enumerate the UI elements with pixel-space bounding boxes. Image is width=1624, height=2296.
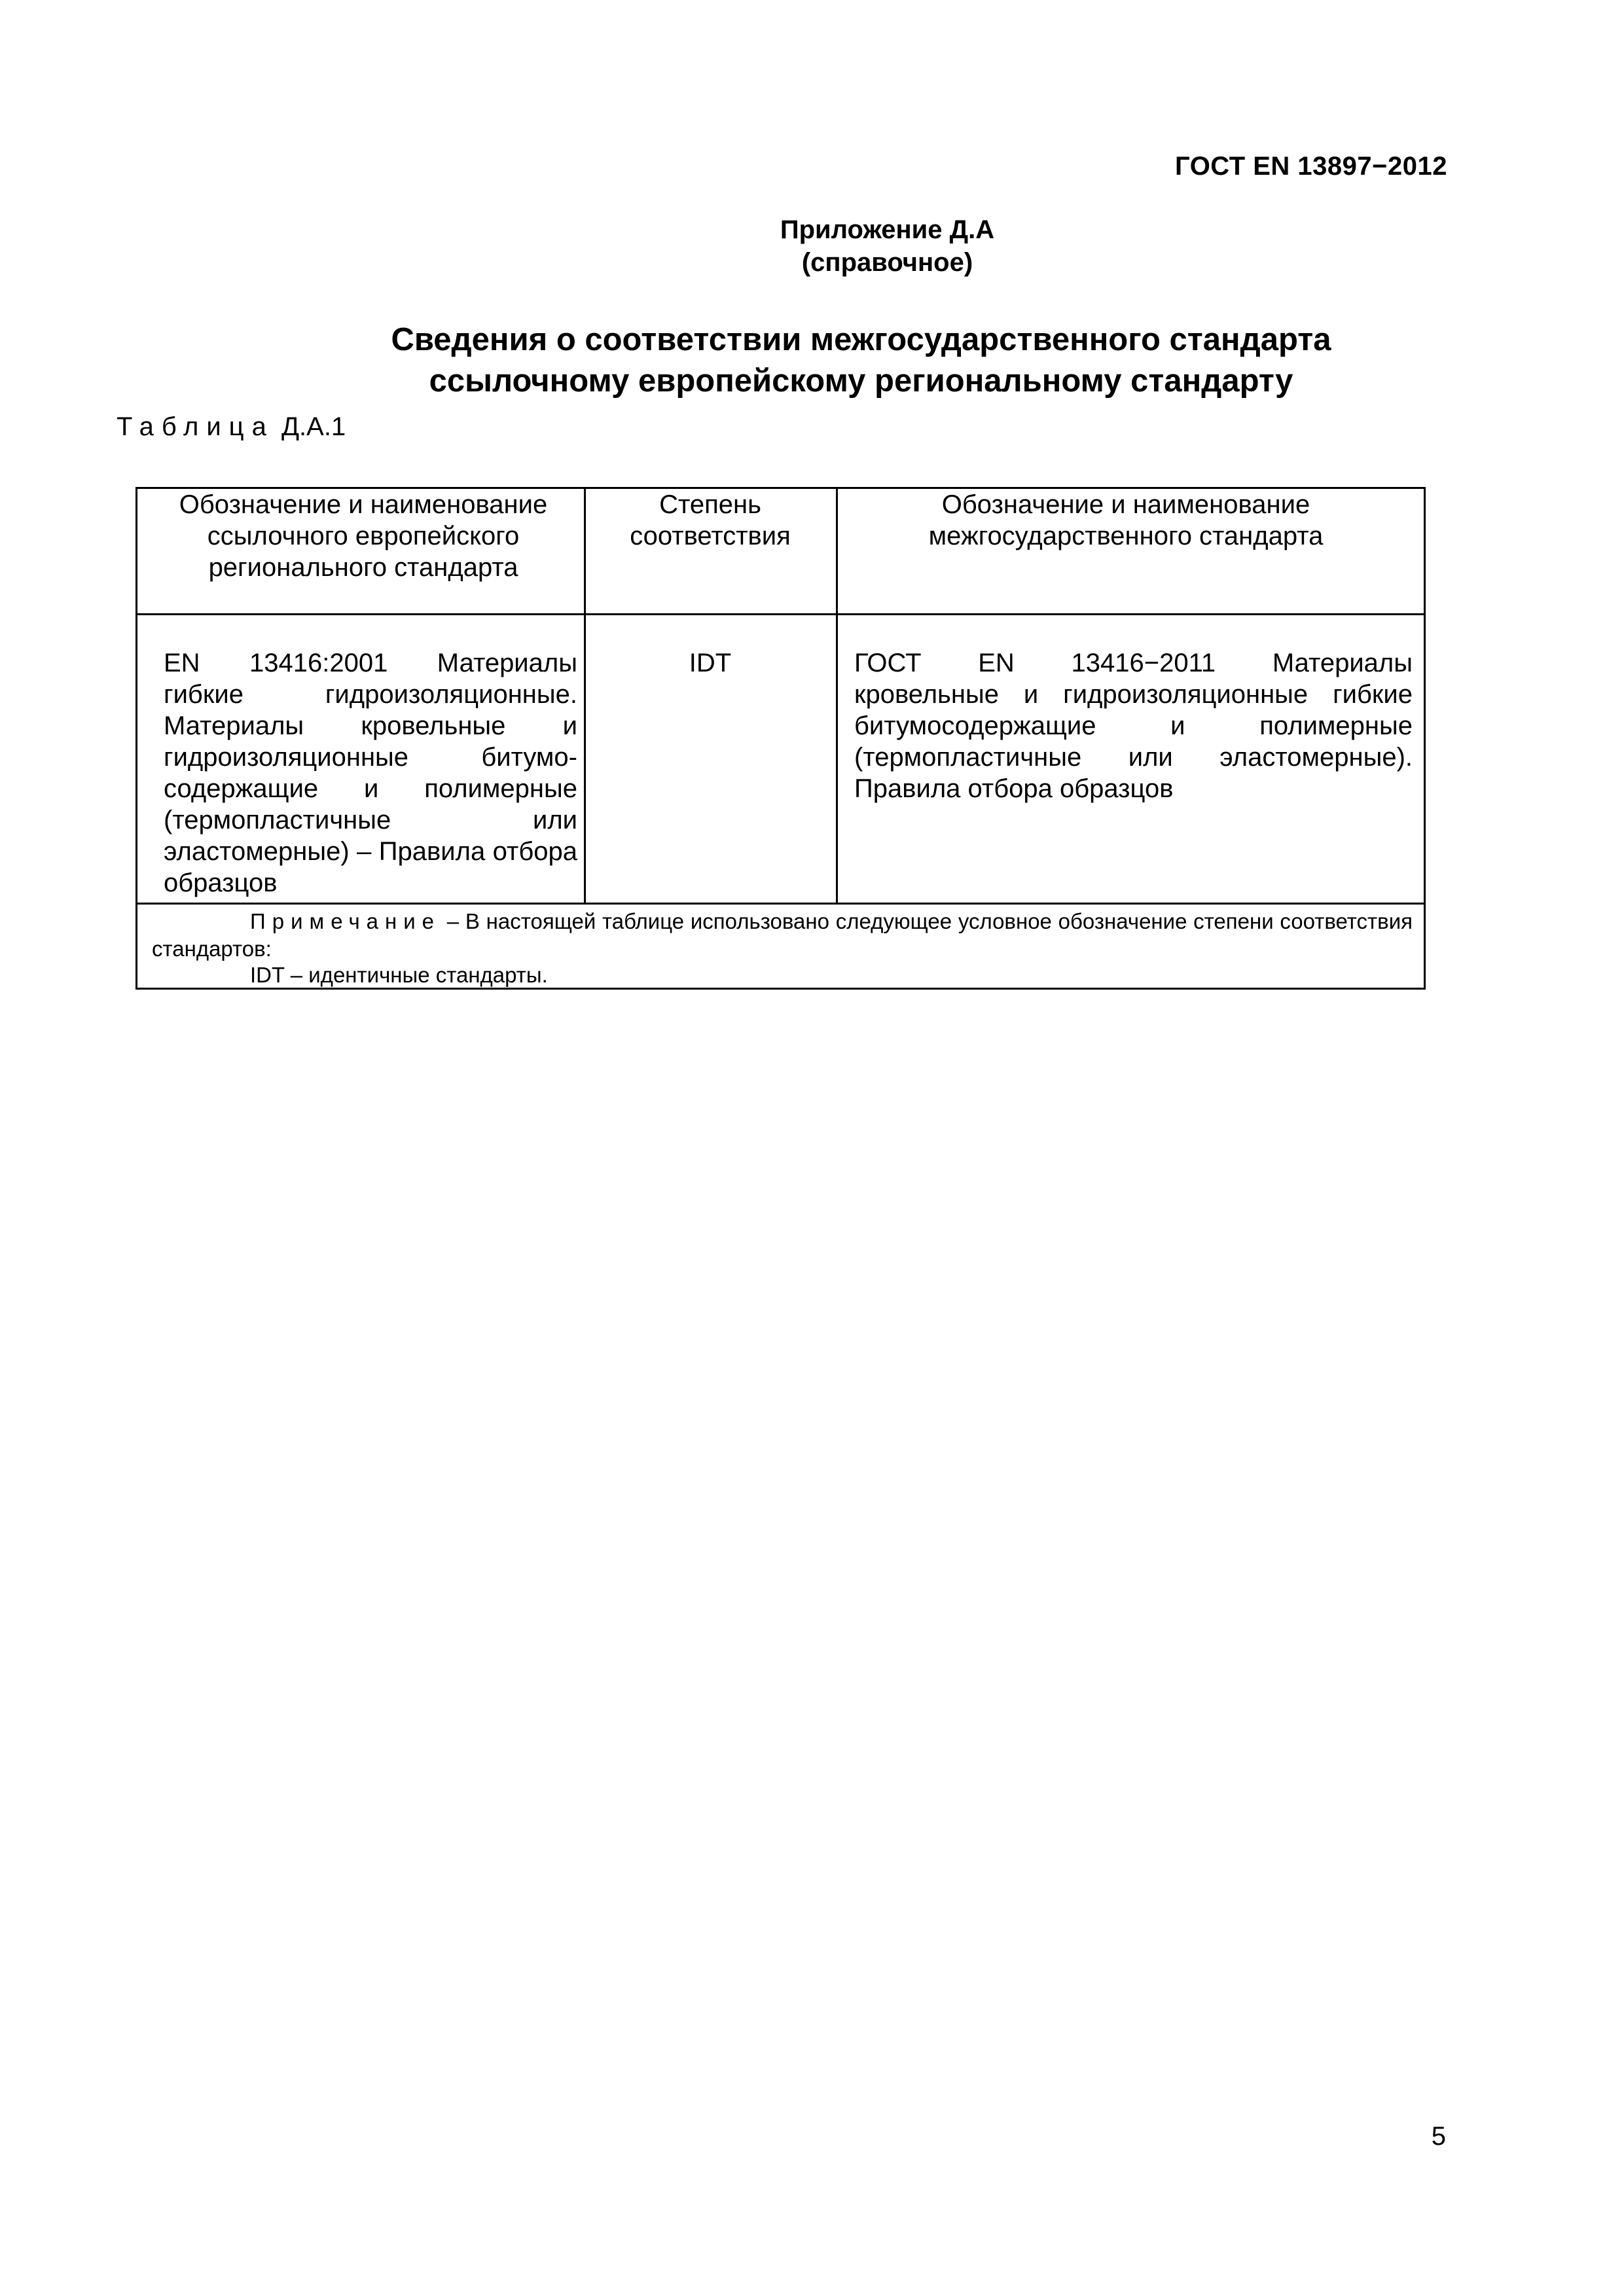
table-caption xyxy=(117,412,346,442)
page-number: 5 xyxy=(1431,2122,1446,2151)
header-european-standard: Обозначение и наименование ссылочного европейского регионального стандарта xyxy=(179,490,548,582)
table-note xyxy=(152,908,1413,963)
appendix-title: Приложение Д.А xyxy=(780,215,995,244)
header-divider xyxy=(137,613,1424,615)
note-divider xyxy=(137,903,1424,905)
main-title-line-1: Сведения о соответствии межгосударственного стандарта xyxy=(391,322,1331,357)
appendix-subtitle: (справочное) xyxy=(801,248,973,277)
cell-interstate-standard: ГОСТ EN 13416−2011 Материалы кровельные и гидроизоляционные гибкие битумосодержащие и полимерные (термопластичные или эластомерные). Правила отбора образцов xyxy=(854,649,1413,803)
main-title-line-2: ссылочному европейскому региональному стандарту xyxy=(429,363,1293,399)
table-caption-number: Д.А.1 xyxy=(281,412,346,441)
appendix-heading xyxy=(0,213,1624,279)
main-title xyxy=(0,319,1624,402)
table-caption-label: Таблица xyxy=(117,412,274,441)
table-note-label: Примечание xyxy=(250,909,441,933)
header-degree: Степень соответствия xyxy=(630,490,791,550)
document-code: ГОСТ EN 13897−2012 xyxy=(1175,152,1447,181)
correspondence-table xyxy=(135,487,1426,990)
column-divider-1 xyxy=(584,489,586,903)
cell-european-standard: EN 13416:2001 Материалы гибкие гидроизоляционные. Материалы кровельные и гидроизоляционные битумо-содержащие и полимерные (термопластичные или эластомерные) – Правила отбора образцов xyxy=(164,649,577,897)
table-note-text: – В настоящей таблице использовано следующее условное обозначение степени соответствия стандартов: xyxy=(152,909,1413,961)
cell-degree: IDT xyxy=(689,649,732,677)
table-note-legend: IDT – идентичные стандарты. xyxy=(250,963,548,987)
column-divider-2 xyxy=(836,489,838,903)
header-interstate-standard: Обозначение и наименование межгосударственного стандарта xyxy=(928,490,1324,550)
